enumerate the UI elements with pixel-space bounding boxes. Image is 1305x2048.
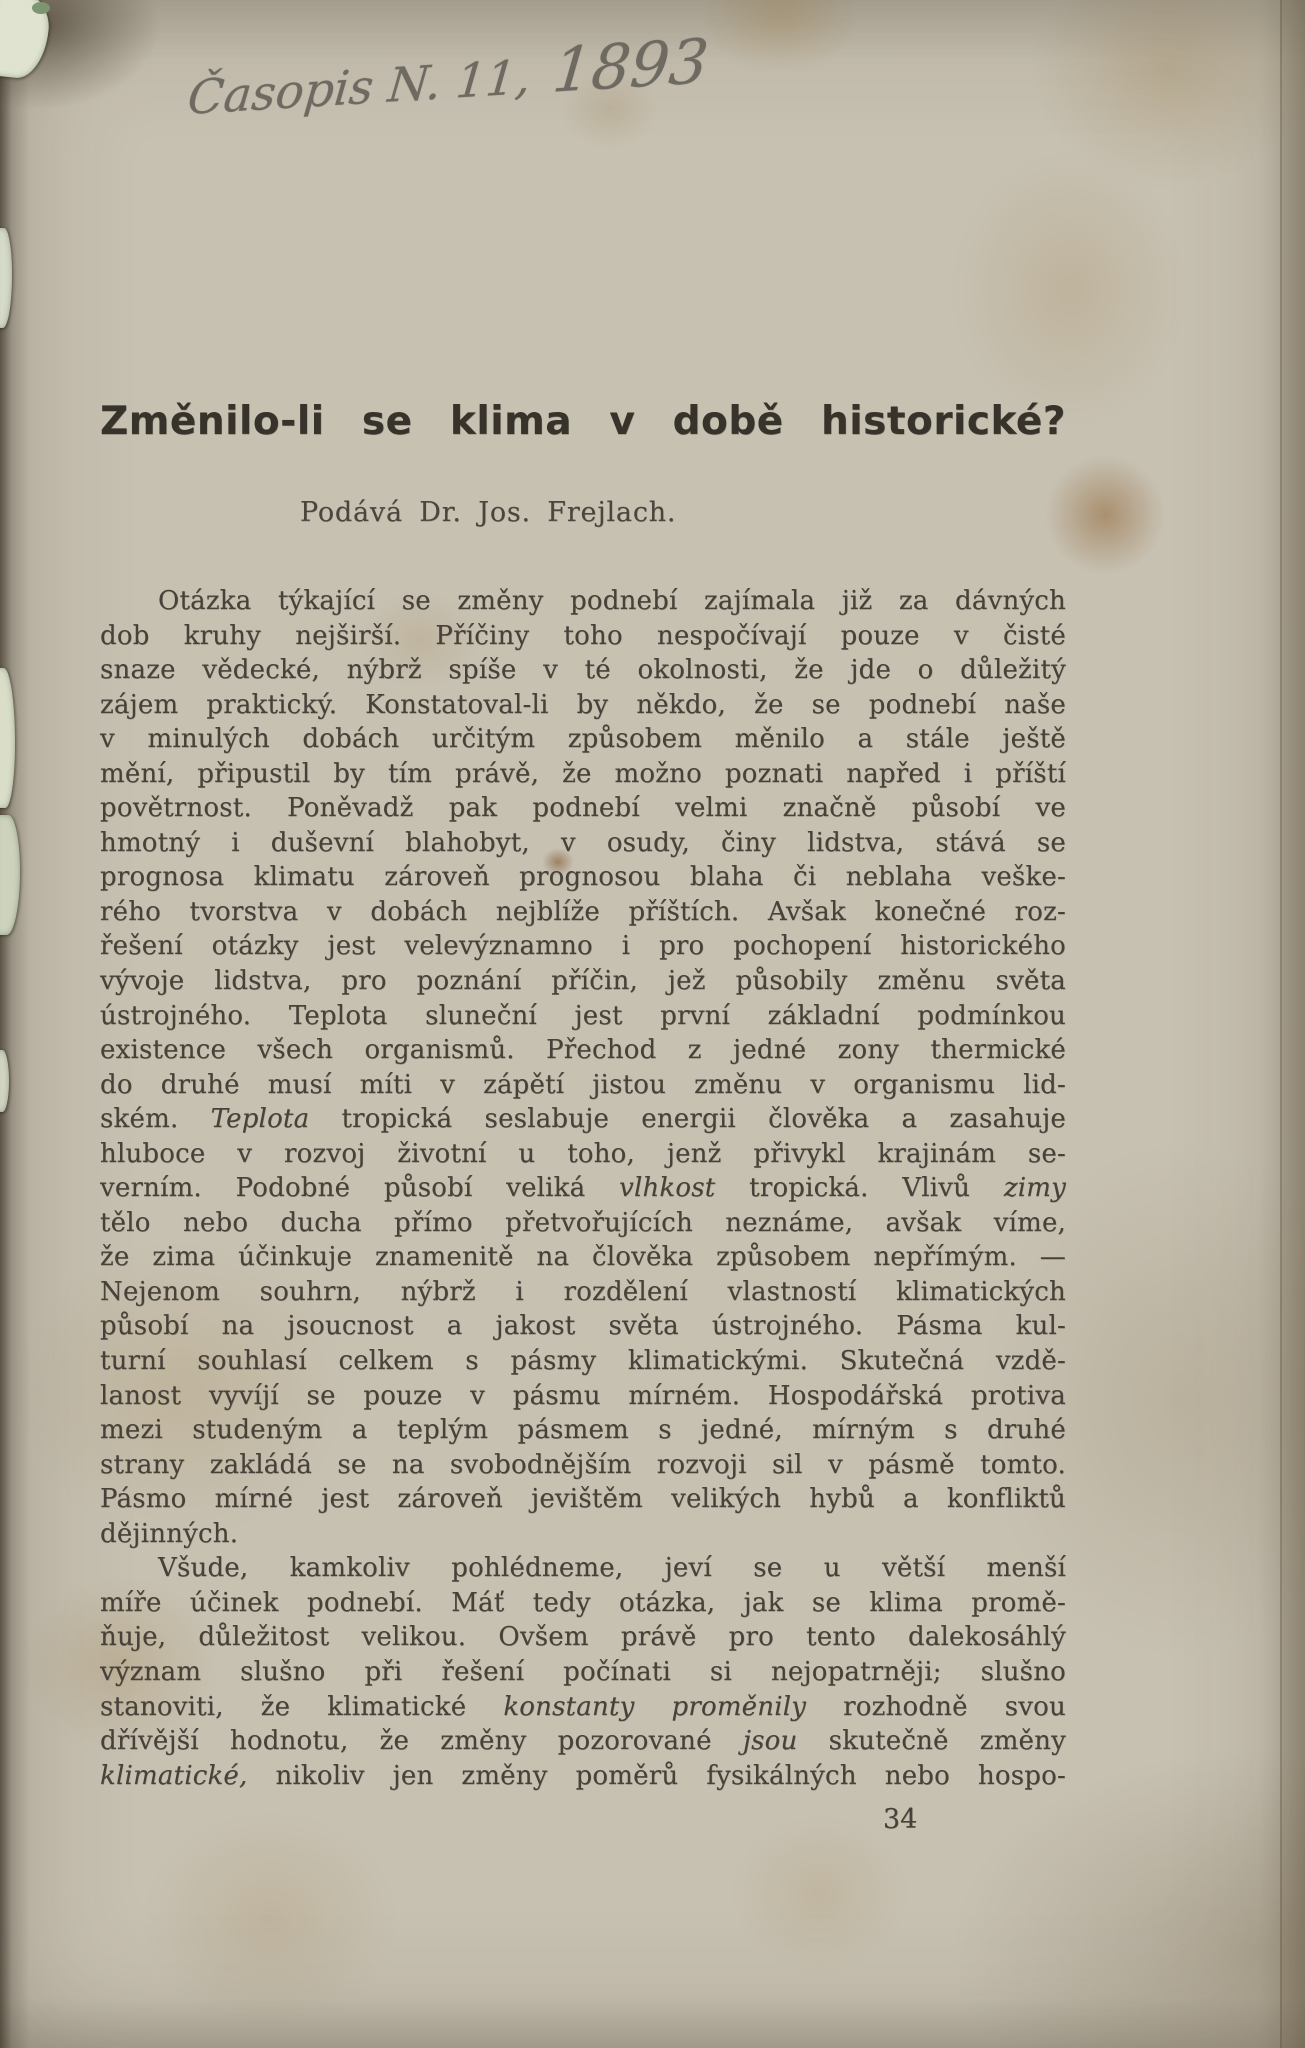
paragraph bbox=[100, 584, 1066, 1551]
text-line: verním. Podobné působí veliká vlhkost tropická. Vlivů zimy bbox=[100, 1173, 1067, 1204]
torn-edge-left-middle bbox=[0, 668, 15, 808]
text-line: v minulých dobách určitým způsobem měnilo a stále ještě bbox=[100, 724, 1066, 755]
text-line: ústrojného. Teplota sluneční jest první základní podmínkou bbox=[100, 1000, 1066, 1031]
torn-edge-left-upper bbox=[0, 228, 12, 328]
text-line: snaze vědecké, nýbrž spíše v té okolnosti, že jde o důležitý bbox=[100, 655, 1066, 686]
page-number: 34 bbox=[883, 1804, 918, 1835]
text-line: Pásmo mírné jest zároveň jevištěm velikých hybů a konfliktů bbox=[100, 1484, 1066, 1515]
text-line: mezi studeným a teplým pásmem s jedné, mírným s druhé bbox=[100, 1415, 1066, 1446]
text-line: že zima účinkuje znamenitě na člověka způsobem nepřímým. — bbox=[100, 1242, 1066, 1273]
text-line: existence všech organismů. Přechod z jedné zony thermické bbox=[100, 1035, 1066, 1066]
text-line: strany zakládá se na svobodnějším rozvoji sil v pásmě tomto. bbox=[100, 1449, 1066, 1480]
text-line: vývoje lidstva, pro poznání příčin, jež působily změnu světa bbox=[100, 966, 1066, 997]
text-line: stanoviti, že klimatické konstanty proměnily rozhodně svou bbox=[100, 1691, 1066, 1722]
text-line: prognosa klimatu zároveň prognosou blaha či neblaha veške- bbox=[100, 862, 1066, 893]
body-text bbox=[100, 584, 1066, 1793]
text-line: mění, připustil by tím právě, že možno poznati napřed i příští bbox=[100, 758, 1066, 789]
text-line: působí na jsoucnost a jakost světa ústrojného. Pásma kul- bbox=[100, 1311, 1066, 1342]
paragraph bbox=[100, 1551, 1066, 1793]
handwritten-note bbox=[185, 26, 711, 129]
text-line: rého tvorstva v dobách nejblíže příštích. Avšak konečné roz- bbox=[100, 896, 1066, 927]
text-line: povětrnost. Poněvadž pak podnebí velmi značně působí ve bbox=[100, 793, 1066, 824]
text-line: do druhé musí míti v zápětí jistou změnu v organismu lid- bbox=[100, 1069, 1066, 1100]
text-line: ňuje, důležitost velikou. Ovšem právě pro tento dalekosáhlý bbox=[100, 1622, 1066, 1653]
text-line: Otázka týkající se změny podnebí zajímala již za dávných bbox=[158, 586, 1066, 616]
text-line: Všude, kamkoliv pohlédneme, jeví se u větší menší bbox=[158, 1553, 1066, 1584]
text-line: dob kruhy nejširší. Příčiny toho nespočívají pouze v čisté bbox=[100, 620, 1066, 651]
page-subtitle: Podává Dr. Jos. Frejlach. bbox=[300, 497, 677, 528]
text-line: lanost vyvíjí se pouze v pásmu mírném. Hospodářská protiva bbox=[100, 1380, 1066, 1411]
text-line: tělo nebo ducha přímo přetvořujících neznáme, avšak víme, bbox=[100, 1207, 1066, 1238]
text-line: turní souhlasí celkem s pásmy klimatickými. Skutečná vzdě- bbox=[100, 1346, 1066, 1377]
page-edge-line bbox=[1280, 0, 1305, 2048]
text-line: význam slušno při řešení počínati si nejopatrněji; slušno bbox=[100, 1656, 1066, 1687]
torn-edge-left-lower bbox=[0, 815, 20, 935]
text-line: Nejenom souhrn, nýbrž i rozdělení vlastností klimatických bbox=[100, 1276, 1066, 1307]
text-line: míře účinek podnebí. Máť tedy otázka, jak se klima promě- bbox=[100, 1587, 1066, 1618]
page-title: Změnilo-li se klima v době historické? bbox=[100, 399, 1066, 444]
text-line: zájem praktický. Konstatoval-li by někdo, že se podnebí naše bbox=[100, 689, 1066, 720]
handwriting-text: Časopis N. 11, bbox=[185, 49, 534, 127]
text-line: hmotný i duševní blahobyt, v osudy, činy lidstva, stává se bbox=[100, 827, 1066, 858]
torn-edge-green-fragment bbox=[32, 2, 50, 14]
text-line: řešení otázky jest velevýznamno i pro pochopení historického bbox=[100, 931, 1066, 962]
text-line: hluboce v rozvoj životní u toho, jenž přivykl krajinám se- bbox=[100, 1138, 1066, 1169]
text-line: ském. Teplota tropická seslabuje energii člověka a zasahuje bbox=[100, 1104, 1066, 1135]
text-line: klimatické, nikoliv jen změny poměrů fysikálných nebo hospo- bbox=[100, 1760, 1066, 1791]
text-line: dřívější hodnotu, že změny pozorované jsou skutečně změny bbox=[100, 1726, 1066, 1757]
handwriting-year: 1893 bbox=[549, 25, 712, 107]
text-line: dějinných. bbox=[100, 1518, 239, 1549]
torn-edge-left-small bbox=[0, 1050, 9, 1112]
